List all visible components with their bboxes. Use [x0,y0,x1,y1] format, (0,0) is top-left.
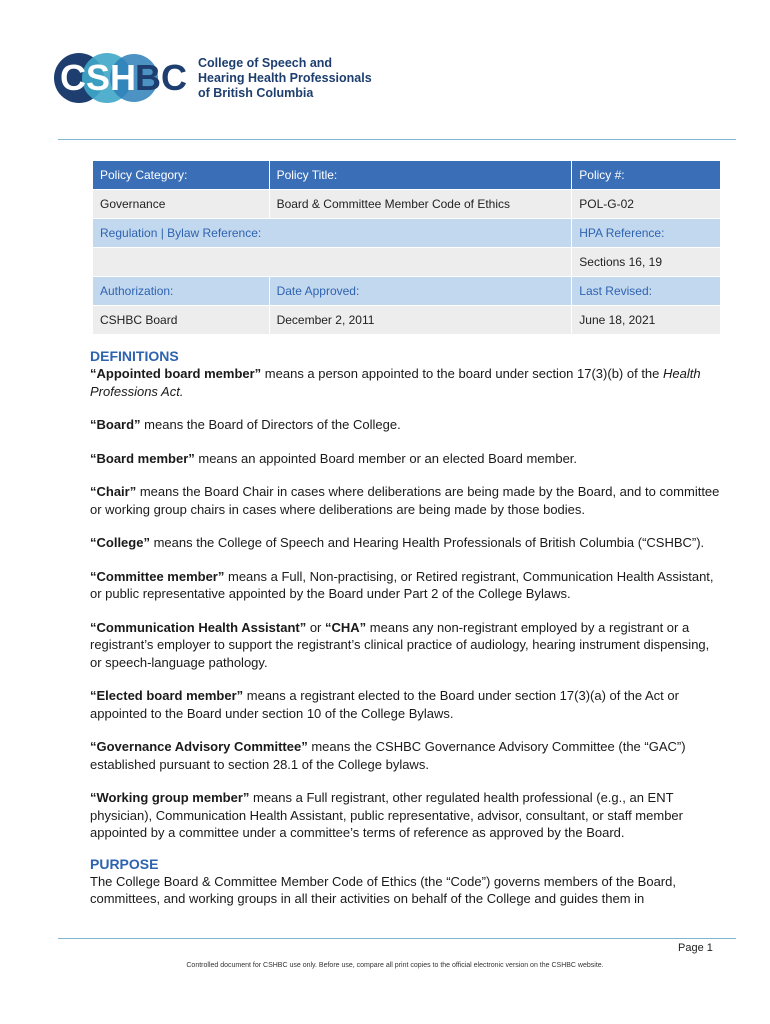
definition-text: means the CSHBC Governance Advisory Committee (the “GAC”) established pursuant to section 28.1 of the College bylaws. [90,739,686,772]
definition-board [90,416,720,434]
table-row [93,219,721,248]
policy-title-value: Board & Committee Member Code of Ethics [269,190,572,219]
last-revised-label: Last Revised: [572,277,721,306]
policy-category-value: Governance [93,190,270,219]
svg-text:BC: BC [135,57,187,98]
header-divider [58,139,736,140]
authorization-value: CSHBC Board [93,306,270,335]
definition-appointed-board-member [90,365,720,400]
regulation-value [93,248,572,277]
org-name-line-1: College of Speech and [198,56,333,70]
definition-gac [90,738,720,773]
definition-board-member [90,450,720,468]
svg-text:CSH: CSH [60,57,137,98]
last-revised-value: June 18, 2021 [572,306,721,335]
definition-term: “Appointed board member” [90,366,262,381]
definition-text: means a Full registrant, other regulated health professional (e.g., an ENT physician), Communication Health Assistant, public representative, advisor, consultant, or staff member appointed by a committee under a committee’s terms of reference as approved by the Board. [90,790,683,840]
definition-committee-member [90,568,720,603]
definition-text: means the Board Chair in cases where deliberations are being made by the Board, and to committee or working group chairs in cases where deliberations are being made by those bodies. [90,484,720,517]
definition-cha [90,619,720,672]
definition-college [90,534,720,552]
definition-elected-board-member [90,687,720,722]
act-name: Health Professions Act. [90,366,701,399]
definitions-heading: DEFINITIONS [90,348,179,364]
definition-term: “Board member” [90,450,195,466]
definition-working-group-member [90,789,720,842]
policy-number-value: POL-G-02 [572,190,721,219]
table-row [93,161,721,190]
definition-chair [90,483,720,518]
page-number: Page 1 [678,942,713,954]
definition-term: “Governance Advisory Committee” [90,739,308,754]
definition-term: “Communication Health Assistant” [90,619,307,635]
policy-category-label: Policy Category: [93,161,270,190]
policy-title-label: Policy Title: [269,161,572,190]
policy-info-table [92,160,721,335]
table-row [93,248,721,277]
definition-text: means the College of Speech and Hearing Health Professionals of British Columbia (“CSHBC”). [149,535,705,550]
definition-term-abbrev: “CHA” [325,619,367,635]
org-name-line-3: of British Columbia [198,86,314,100]
table-row [93,277,721,306]
org-name [198,56,372,101]
authorization-label: Authorization: [93,277,270,306]
definition-term: “Chair” [90,484,137,499]
definition-term: “Committee member” [90,568,225,584]
footer-divider [58,938,736,939]
definition-term: “Elected board member” [90,688,244,703]
hpa-label: HPA Reference: [572,219,721,248]
table-row [93,306,721,335]
date-approved-label: Date Approved: [269,277,572,306]
table-row [93,190,721,219]
definition-text: means a registrant elected to the Board under section 17(3)(a) of the Act or appointed to the Board under section 10 of the College Bylaws. [90,688,679,721]
purpose-heading: PURPOSE [90,855,159,872]
definition-text: or [306,619,326,635]
date-approved-value: December 2, 2011 [269,306,572,335]
definition-text: means the Board of Directors of the College. [140,417,401,432]
document-body [90,347,720,924]
controlled-document-note: Controlled document for CSHBC use only. Before use, compare all print copies to the official electronic version on the CSHBC website. [186,962,604,969]
definition-term: “Working group member” [90,790,250,805]
definition-text: means an appointed Board member or an elected Board member. [194,450,578,466]
org-name-line-2: Hearing Health Professionals [198,71,372,85]
definition-term: “College” [90,535,150,550]
hpa-value: Sections 16, 19 [572,248,721,277]
purpose-text: The College Board & Committee Member Code of Ethics (the “Code”) governs members of the Board, committees, and working groups in all their activities on behalf of the College and guides them in [90,873,676,906]
definition-text: means a person appointed to the board under section 17(3)(b) of the [261,366,664,381]
definition-text: means a Full, Non-practising, or Retired registrant, Communication Health Assistant, or public representative appointed by the Board under Part 2 of the College Bylaws. [90,568,714,601]
definition-term: “Board” [90,417,141,432]
regulation-label: Regulation | Bylaw Reference: [93,219,572,248]
policy-number-label: Policy #: [572,161,721,190]
definition-text: means any non-registrant employed by a registrant or a registrant’s employer to support the registrant’s clinical practice of audiology, hearing instrument dispensing, or speech-language pathology. [90,619,710,670]
